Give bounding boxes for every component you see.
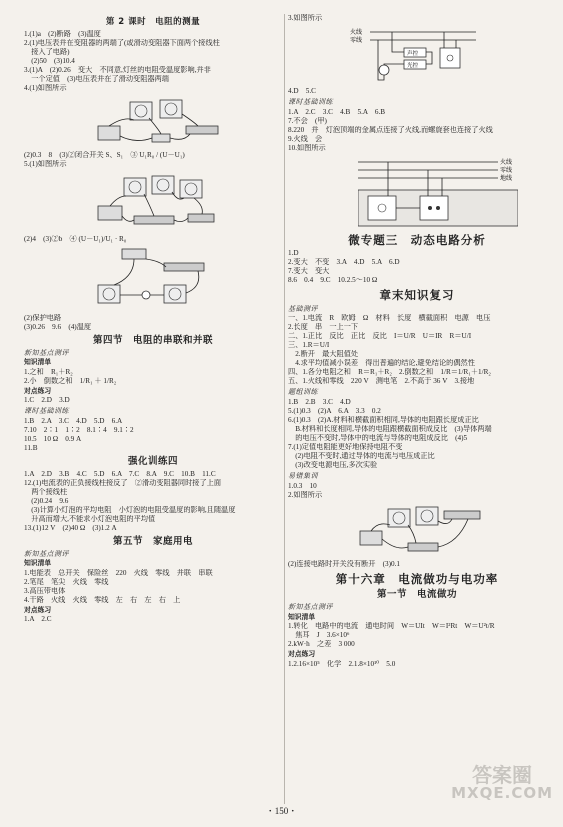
live-wire-label: 火线 — [350, 29, 363, 36]
answer-line: (2)50 (3)10.4 — [24, 56, 75, 65]
answer-line: 的电压不变时,导体中的电流与导体的电阻成反比 (4)5 — [288, 434, 468, 442]
answer-line: 升高而增大,不能求小灯泡电阻的平均值 — [24, 514, 156, 523]
answer-line: 5.(1)如图所示 — [24, 159, 67, 168]
answer-line: (3)改变电源电压,多次实验 — [288, 461, 378, 469]
wiring-figure-1 — [348, 26, 546, 84]
answers-block-rc — [288, 314, 546, 386]
answer-line: 焦耳 J 3.6×10⁶ — [288, 631, 350, 640]
watermark-line-2: MXQE.COM — [451, 784, 553, 802]
circuit-diagram-6 — [358, 503, 488, 557]
circuit-diagram-2 — [94, 172, 224, 232]
answer-line: B.材料和长度相同,导体的电阻跟横截面积成反比 (3)导体两端 — [288, 425, 492, 433]
column-divider — [284, 14, 285, 804]
special-topic-title: 微专题三 动态电路分析 — [348, 232, 486, 247]
after-class-heading-right: 课时基础训练 — [288, 98, 333, 106]
answer-line: (2)保护电路 — [24, 313, 62, 322]
neutral-wire-label: 零线 — [350, 37, 363, 44]
answer-line: 1.电能表 总开关 保险丝 220 火线 零线 并联 串联 — [24, 568, 213, 577]
answer-line: 7.10 2∶1 1∶2 8.1∶4 9.1∶2 — [24, 425, 134, 434]
group-training-heading: 题组训练 — [288, 388, 318, 397]
answer-line: 一、1.电流 R 欧姆 Ω 材料 长度 横截面积 电源 电压 — [288, 314, 491, 323]
answer-line: 两个接线柱 — [24, 487, 68, 496]
answers-block-b — [24, 314, 282, 332]
answer-line: 7.变大 变大 — [288, 267, 330, 276]
answer-line: (2)0.24 9.6 — [24, 496, 69, 505]
answer-line: 1.D — [288, 249, 299, 258]
wiring-diagram-2 — [358, 156, 518, 230]
answer-line: (2)0.3 8 (3)②闭合开关 S、S₁ ③ U₁R₀ / (U－U₁) — [24, 150, 185, 159]
wiring-figure-2 — [358, 156, 546, 230]
answer-line: 3.高压带电体 — [24, 586, 66, 595]
answers-block-e — [24, 417, 282, 453]
answer-line: 10.5 10 Ω 0.9 A — [24, 434, 82, 443]
answer-line: (2)电阻不变时,通过导体的电流与电压成正比 — [288, 452, 435, 460]
answers-block-ra — [288, 108, 546, 153]
watermark-line-1: 答案圈 — [472, 763, 533, 787]
left-column — [24, 14, 282, 624]
sound-switch-label: 声控 — [407, 51, 419, 57]
lesson-title: 第 2 课时 电阻的测量 — [105, 17, 201, 27]
circuit-figure-1 — [94, 96, 282, 148]
answers-block-rf — [288, 622, 546, 649]
answer-line: 5.(1)0.3 (2)A 6.A 3.3 0.2 — [288, 407, 381, 415]
answers-block-re — [288, 482, 546, 500]
answer-line: 1.B 2.B 3.C 4.D — [288, 398, 351, 406]
section-title-4: 第四节 电阻的串联和并联 — [92, 334, 213, 346]
answer-line: 4.(1)如图所示 — [24, 83, 67, 92]
answer-line: 7.(1)定值电阻能更好地保持电阻不变 — [288, 443, 403, 451]
answers-block-rd — [288, 398, 546, 470]
live-wire-label-2: 火线 — [500, 158, 513, 166]
strength-title: 强化训练四 — [127, 455, 178, 467]
answers-block-g — [24, 569, 282, 605]
section-title-5: 第五节 家庭用电 — [112, 535, 193, 547]
answer-line: 二、1.正比 反比 正比 反比 I＝U/R U＝IR R＝U/I — [288, 332, 472, 341]
answer-line: 4.求平均值减小误差 得出普遍的结论,避免结论的偶然性 — [288, 359, 475, 368]
answers-block-rb — [288, 249, 546, 285]
page-number: ・150・ — [265, 806, 298, 816]
answer-line: 3.(1)A (2)0.26 变大 不同意,灯丝的电阻受温度影响,并非 — [24, 65, 211, 74]
answer-line: 2.kW·h 之差 3 000 — [288, 640, 355, 649]
circuit-diagram-1 — [94, 96, 224, 148]
answers-block-c — [24, 368, 282, 386]
circuit-figure-3 — [94, 247, 282, 311]
point-practice-label-2: 对点练习 — [24, 605, 52, 614]
answer-line: 2.小 倒数之和 1/R₁ ＋ 1/R₂ — [24, 376, 117, 385]
knowledge-list-label: 知识清单 — [24, 358, 52, 367]
answer-line: 接入了电路) — [24, 47, 70, 56]
point-practice-label-right: 对点练习 — [288, 650, 316, 659]
answer-line: 1.A 2.D 3.B 4.C 5.D 6.A 7.C 8.A 9.C 10.B 11.C — [24, 469, 216, 478]
answers-block-f — [24, 470, 282, 533]
answer-line: 4.D 5.C — [288, 87, 316, 95]
section-title-1: 第一节 电流做功 — [376, 589, 457, 601]
new-knowledge-heading: 新知基点测评 — [24, 348, 69, 357]
answer-line: 1.转化 电路中的电流 通电时间 W＝UIt W＝I²Rt W＝U²t/R — [288, 622, 495, 631]
answer-line: 2.笔尾 笔尖 火线 零线 — [24, 577, 109, 586]
answer-line: 1.之和 R₁＋R₂ — [24, 367, 73, 376]
answer-line: 三、1.R＝U/I — [288, 341, 330, 350]
circuit-figure-2 — [94, 172, 282, 232]
answer-line: 9.火线 会 — [288, 134, 323, 143]
answer-line: 1.(1)a (2)断路 (3)温度 — [24, 29, 101, 38]
ground-wire-label: 地线 — [500, 174, 513, 182]
answer-line: 四、1.各分电阻之和 R＝R₁＋R₂ 2.倒数之和 1/R＝1/R₁＋1/R₂ — [288, 368, 491, 377]
answer-line: 8.6 0.4 9.C 10.2.5～10 Ω — [288, 276, 378, 285]
answer-line: 1.A 2.C — [24, 615, 52, 624]
watermark-logo — [451, 765, 553, 802]
answer-line: 10.如图所示 — [288, 143, 326, 152]
error-set-heading: 易错集训 — [288, 472, 318, 480]
answer-line: 2.(1)电压表并在变阻器的两端了(或滑动变阻器下面两个接线柱 — [24, 38, 220, 47]
wiring-diagram-1 — [348, 26, 478, 84]
answer-line: (2)4 (3)②b ④ (U－U₁)/U₁ · R₀ — [24, 234, 127, 243]
after-class-heading: 课时基础训练 — [24, 407, 69, 416]
answer-line: 1.0.3 10 — [288, 481, 317, 490]
neutral-wire-label-2: 零线 — [500, 166, 513, 174]
answer-line: 4.干路 火线 火线 零线 左 右 左 右 上 — [24, 595, 181, 604]
answer-line: (2)连接电路时开关没有断开 (3)0.1 — [288, 559, 400, 568]
new-knowledge-heading-right: 新知基点测评 — [288, 603, 333, 611]
basic-test-heading: 基础测评 — [288, 304, 318, 313]
answer-line: 2.如图所示 — [288, 490, 323, 499]
answer-line: 2.断开 最大阻值处 — [288, 350, 359, 359]
answer-line: 1.A 2.C 3.C 4.B 5.A 6.B — [288, 107, 386, 116]
answer-line: 一个定值 (3)电压表并在了滑动变阻器两端 — [24, 74, 169, 83]
answer-line: 7.不会 (甲) — [288, 116, 327, 125]
point-practice-label: 对点练习 — [24, 386, 52, 395]
answer-line: (3)计算小灯泡的平均电阻 小灯泡的电阻受温度的影响,且随温度 — [24, 505, 236, 514]
answer-line: 6.(1)0.3 (2)A.材料和横截面积相同,导体的电阻跟长度成正比 — [288, 416, 479, 424]
answer-line: 1.C 2.D 3.D — [24, 396, 70, 405]
knowledge-list-label-2: 知识清单 — [24, 559, 52, 568]
answer-line: 2.长度 串 一上一下 — [288, 323, 359, 332]
answer-line: 12.(1)电流表的正负接线柱接反了 ②滑动变阻器同时接了上面 — [24, 478, 222, 487]
circuit-figure-6 — [358, 503, 546, 557]
chapter-title: 第十六章 电流做功与电功率 — [335, 571, 499, 586]
answer-line: 1.2.16×10⁵ 化学 2.1.8×10¹⁰ 5.0 — [288, 659, 396, 668]
right-column — [288, 14, 546, 669]
answer-line: 1.B 2.A 3.C 4.D 5.D 6.A — [24, 416, 123, 425]
answers-block-a — [24, 30, 282, 93]
answer-line: (3)0.26 9.6 (4)温度 — [24, 322, 92, 331]
answer-line: 11.B — [24, 443, 38, 452]
knowledge-list-label-right: 知识清单 — [288, 612, 316, 621]
new-knowledge-heading-2: 新知基点测评 — [24, 549, 69, 558]
review-title: 章末知识复习 — [379, 288, 455, 303]
answer-line: 8.220 并 灯泡顶端的金属点连接了火线,而螺旋套也连接了火线 — [288, 125, 493, 134]
light-switch-label: 光控 — [407, 63, 419, 69]
answer-line: 五、1.火线和零线 220 V 测电笔 2.不高于 36 V 3.接地 — [288, 377, 475, 386]
circuit-diagram-3 — [94, 247, 214, 311]
answer-line: 3.如图所示 — [288, 14, 323, 22]
answer-line: 13.(1)12 V (2)40 Ω (3)1.2 A — [24, 523, 117, 532]
answer-line: 2.变大 不变 3.A 4.D 5.A 6.D — [288, 258, 400, 267]
